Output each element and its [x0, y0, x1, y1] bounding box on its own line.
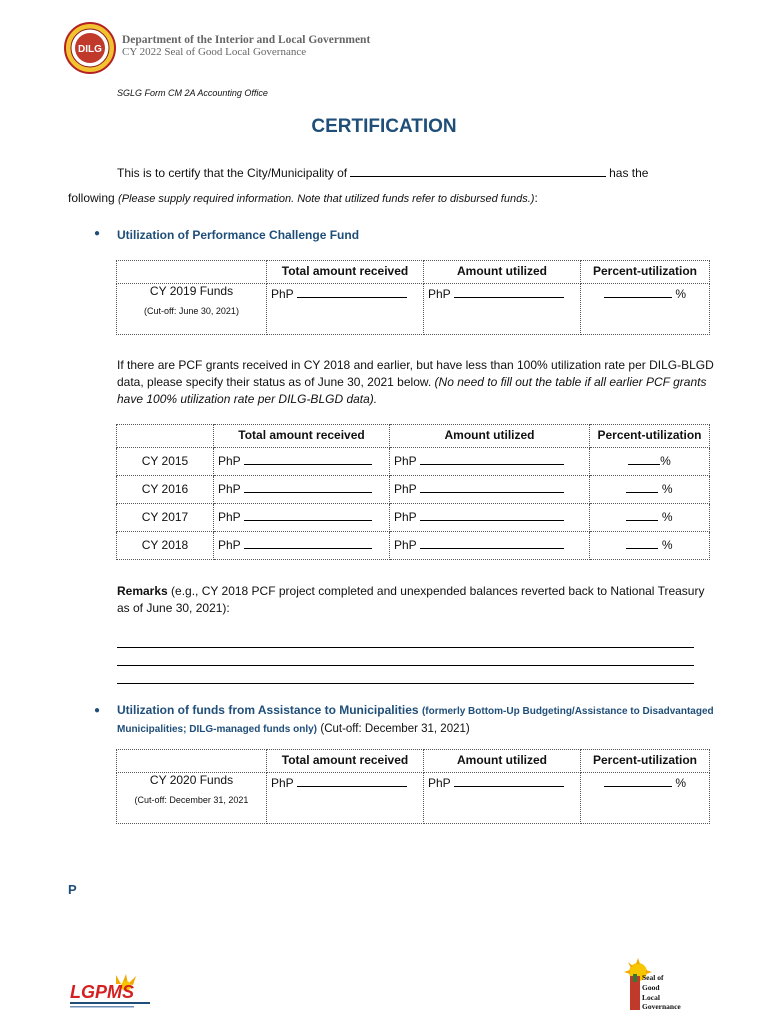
remarks-line-1[interactable]	[117, 647, 694, 648]
am-cutoff-note: (Cut-off: December 31, 2021)	[320, 723, 470, 735]
intro-line-2	[68, 186, 708, 212]
amount-utilized-blank[interactable]	[420, 535, 564, 549]
col-total-received: Total amount received	[267, 261, 424, 284]
col-amount-utilized: Amount utilized	[424, 261, 581, 284]
percent-cell[interactable]	[581, 284, 710, 335]
percent-blank[interactable]	[626, 479, 658, 493]
award-name: CY 2022 Seal of Good Local Governance	[122, 46, 307, 58]
currency-label: PhP	[218, 538, 241, 552]
percent-cell[interactable]	[590, 504, 710, 532]
amount-utilized-blank[interactable]	[420, 507, 564, 521]
row-label	[117, 284, 267, 335]
col-amount-utilized: Amount utilized	[424, 750, 581, 773]
row-label: CY 2016	[117, 476, 214, 504]
amount-utilized-cell[interactable]	[390, 448, 590, 476]
stray-letter: P	[68, 882, 77, 897]
bullet-dot-icon: ●	[94, 228, 101, 239]
seal-logo-line-3: Local	[642, 993, 660, 1002]
intro-text-2: has the	[609, 166, 649, 180]
pcf-2019-table	[116, 260, 710, 335]
col-percent-utilization: Percent-utilization	[581, 750, 710, 773]
percent-cell[interactable]	[581, 773, 710, 824]
percent-cell[interactable]	[590, 448, 710, 476]
currency-label: PhP	[218, 510, 241, 524]
percent-blank[interactable]	[628, 451, 660, 465]
row-cutoff: (Cut-off: December 31, 2021	[134, 795, 249, 805]
row-label	[117, 773, 267, 824]
currency-label: PhP	[218, 454, 241, 468]
table-row	[117, 476, 710, 504]
intro-colon: :	[534, 191, 538, 205]
percent-blank[interactable]	[626, 507, 658, 521]
row-label: CY 2018	[117, 532, 214, 560]
percent-cell[interactable]	[590, 532, 710, 560]
percent-blank[interactable]	[604, 773, 672, 787]
currency-label: PhP	[271, 287, 294, 301]
total-received-blank[interactable]	[244, 451, 372, 465]
row-cutoff: (Cut-off: June 30, 2021)	[144, 306, 239, 316]
percent-sign: %	[661, 538, 673, 552]
total-received-blank[interactable]	[244, 507, 372, 521]
percent-sign: %	[661, 510, 673, 524]
row-label-text: CY 2019 Funds	[149, 284, 234, 298]
col-percent-utilization: Percent-utilization	[581, 261, 710, 284]
intro-line-1	[117, 161, 697, 186]
total-received-cell[interactable]	[214, 448, 390, 476]
lgpms-logo	[70, 972, 156, 1017]
pcf-heading	[94, 228, 707, 242]
amount-utilized-cell[interactable]	[390, 476, 590, 504]
am-heading	[94, 702, 717, 738]
col-percent-utilization: Percent-utilization	[590, 425, 710, 448]
col-empty	[117, 750, 267, 773]
row-label-text: CY 2020 Funds	[149, 773, 234, 787]
amount-utilized-cell[interactable]	[390, 504, 590, 532]
pcf-paragraph-text: If there are PCF grants received in CY 2018 and earlier, but have less than 100% utilization rate per DILG-BLGD data, please specify their status as of June 30, 2021 below.	[117, 358, 714, 389]
total-received-cell[interactable]	[267, 773, 424, 824]
remarks-line-3[interactable]	[117, 683, 694, 684]
seal-logo-line-1: Seal of	[642, 973, 664, 982]
row-label: CY 2017	[117, 504, 214, 532]
amount-utilized-blank[interactable]	[454, 284, 564, 298]
amount-utilized-blank[interactable]	[454, 773, 564, 787]
pcf-paragraph	[117, 357, 717, 408]
amount-utilized-cell[interactable]	[424, 284, 581, 335]
total-received-blank[interactable]	[244, 479, 372, 493]
total-received-blank[interactable]	[297, 284, 407, 298]
currency-label: PhP	[394, 482, 417, 496]
bullet-dot-icon: ●	[94, 705, 101, 716]
percent-sign: %	[661, 482, 673, 496]
currency-label: PhP	[394, 538, 417, 552]
percent-sign: %	[675, 776, 686, 790]
amount-utilized-blank[interactable]	[420, 479, 564, 493]
municipality-blank[interactable]	[350, 162, 606, 177]
currency-label: PhP	[218, 482, 241, 496]
percent-sign: %	[675, 287, 686, 301]
amount-utilized-cell[interactable]	[390, 532, 590, 560]
intro-text-3: following	[68, 191, 115, 205]
page-title: CERTIFICATION	[311, 116, 457, 137]
col-total-received: Total amount received	[267, 750, 424, 773]
currency-label: PhP	[271, 776, 294, 790]
remarks-label: Remarks	[117, 584, 168, 598]
percent-blank[interactable]	[604, 284, 672, 298]
total-received-blank[interactable]	[297, 773, 407, 787]
intro-note: (Please supply required information. Note that utilized funds refer to disbursed funds.)	[118, 193, 535, 205]
currency-label: PhP	[394, 510, 417, 524]
col-total-received: Total amount received	[214, 425, 390, 448]
col-amount-utilized: Amount utilized	[390, 425, 590, 448]
am-heading-text: Utilization of funds from Assistance to Municipalities	[117, 703, 419, 717]
row-label: CY 2015	[117, 448, 214, 476]
total-received-cell[interactable]	[214, 476, 390, 504]
am-2020-table	[116, 749, 710, 824]
dilg-seal-text: DILG	[78, 44, 102, 55]
currency-label: PhP	[428, 776, 451, 790]
seal-of-good-local-governance-logo	[624, 958, 704, 1014]
percent-cell[interactable]	[590, 476, 710, 504]
total-received-cell[interactable]	[214, 532, 390, 560]
table-row	[117, 448, 710, 476]
table-row	[117, 504, 710, 532]
table-row	[117, 532, 710, 560]
agency-name: Department of the Interior and Local Government	[122, 34, 371, 46]
remarks-paragraph	[117, 583, 707, 617]
remarks-line-2[interactable]	[117, 665, 694, 666]
amount-utilized-cell[interactable]	[424, 773, 581, 824]
percent-blank[interactable]	[626, 535, 658, 549]
col-empty	[117, 261, 267, 284]
amount-utilized-blank[interactable]	[420, 451, 564, 465]
am-subheading: (formerly Bottom-Up Budgeting/Assistance to Disadvantaged Municipalities; DILG-managed funds only)	[117, 706, 714, 735]
seal-logo-line-4: Governance	[642, 1002, 681, 1011]
seal-logo-line-2: Good	[642, 983, 660, 992]
col-empty	[117, 425, 214, 448]
dilg-seal-logo	[64, 22, 116, 74]
form-reference: SGLG Form CM 2A Accounting Office	[117, 88, 268, 98]
currency-label: PhP	[394, 454, 417, 468]
total-received-cell[interactable]	[214, 504, 390, 532]
lgpms-logo-text: LGPMS	[70, 982, 135, 1002]
pcf-heading-text: Utilization of Performance Challenge Fund	[117, 228, 360, 242]
pcf-earlier-table	[116, 424, 710, 560]
total-received-blank[interactable]	[244, 535, 372, 549]
pcf-paragraph-note: (No need to fill out the table if all earlier PCF grants have 100% utilization rate per DILG-BLGD data).	[117, 375, 707, 406]
intro-text-1: This is to certify that the City/Municipality of	[117, 166, 348, 180]
percent-sign: %	[660, 454, 671, 468]
remarks-text: (e.g., CY 2018 PCF project completed and unexpended balances reverted back to National Treasury as of June 30, 2021):	[117, 584, 705, 615]
total-received-cell[interactable]	[267, 284, 424, 335]
currency-label: PhP	[428, 287, 451, 301]
